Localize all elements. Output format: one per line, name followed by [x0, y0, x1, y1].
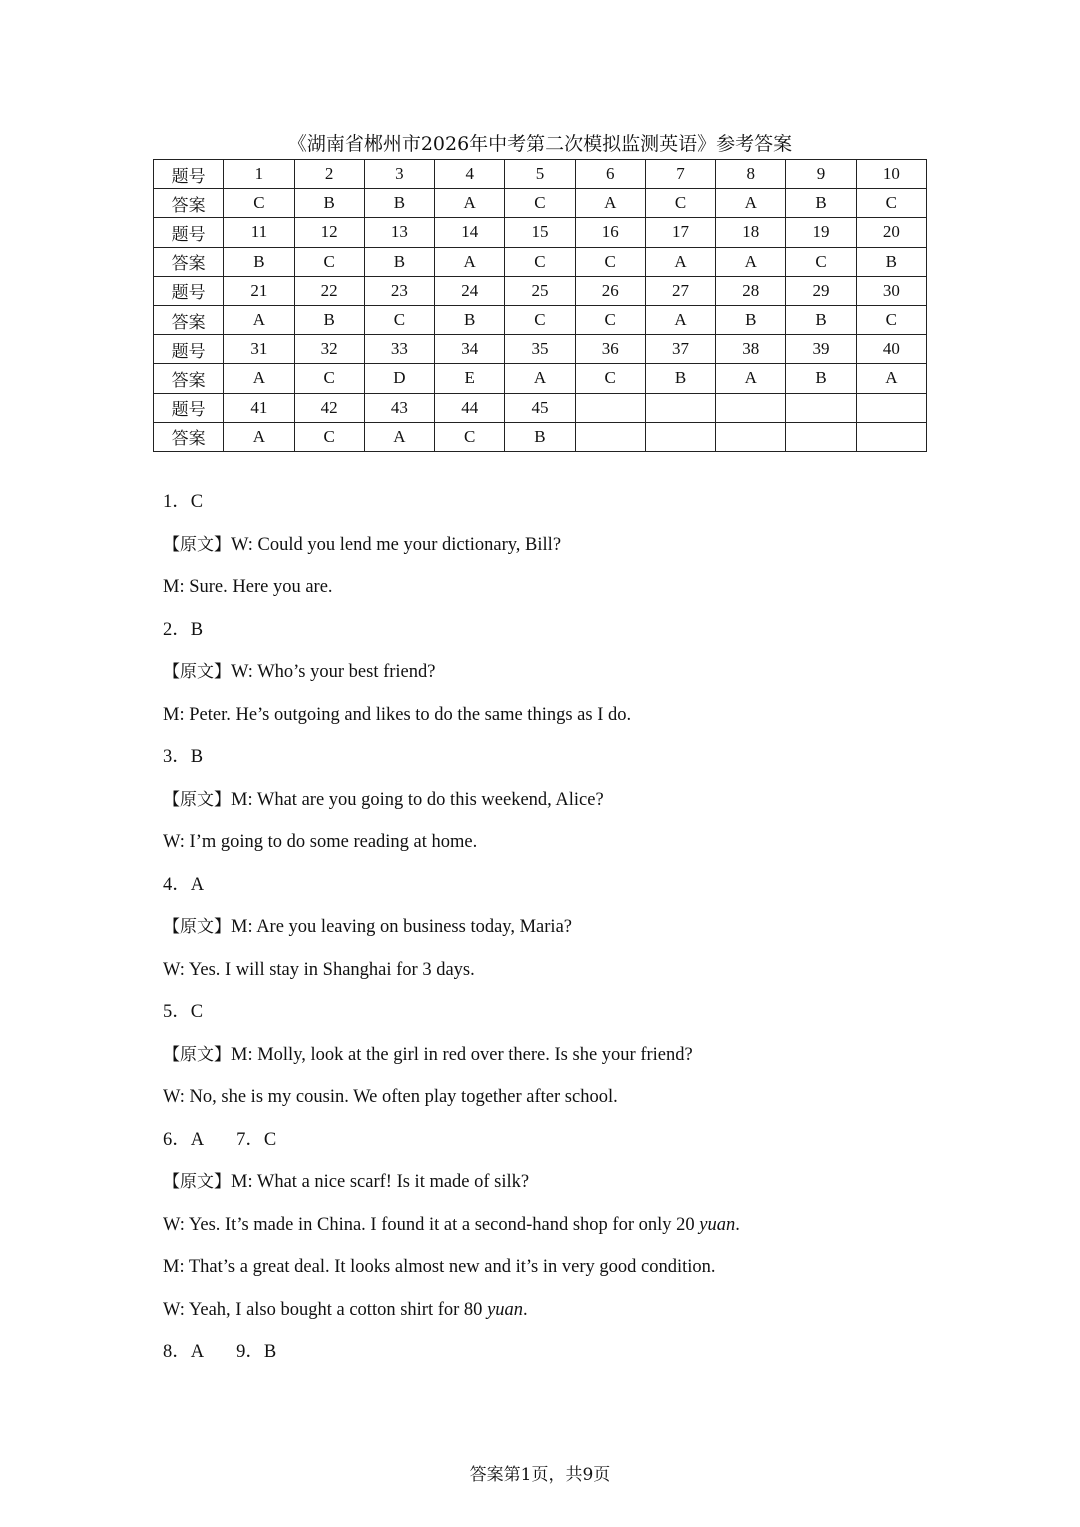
- question-number-row: [154, 218, 927, 247]
- transcript-line: W: No, she is my cousin. We often play together after school.: [163, 1087, 618, 1107]
- answer-cell: A: [364, 422, 434, 451]
- answer-cell: C: [294, 422, 364, 451]
- row-label: 答案: [154, 364, 224, 393]
- row-label: 题号: [154, 160, 224, 189]
- answer-cell: C: [505, 189, 575, 218]
- transcript-tag: 【原文】: [163, 662, 231, 682]
- answer-cell: B: [364, 189, 434, 218]
- answer-cell: A: [716, 189, 786, 218]
- transcript-line: 【原文】M: What are you going to do this weekend, Alice?: [163, 789, 604, 810]
- question-number-cell: 2: [294, 160, 364, 189]
- question-number-cell: 13: [364, 218, 434, 247]
- answer-cell: C: [364, 305, 434, 334]
- row-label: 答案: [154, 422, 224, 451]
- answer-cell: A: [856, 364, 926, 393]
- question-number-cell: 27: [645, 276, 715, 305]
- answer-cell: C: [294, 364, 364, 393]
- question-number-cell: 44: [435, 393, 505, 422]
- question-number-cell: 5: [505, 160, 575, 189]
- answer-cell: C: [645, 189, 715, 218]
- question-number-cell: 25: [505, 276, 575, 305]
- answer-cell: A: [505, 364, 575, 393]
- question-number-cell: 12: [294, 218, 364, 247]
- transcript-line: W: Yes. It’s made in China. I found it at a second-hand shop for only 20 yuan.: [163, 1214, 740, 1235]
- answer-cell: B: [786, 189, 856, 218]
- answer-cell: [786, 422, 856, 451]
- question-number-cell: 33: [364, 335, 434, 364]
- answer-cell: [575, 422, 645, 451]
- currency-word: yuan: [699, 1214, 736, 1235]
- answer-cell: A: [224, 364, 294, 393]
- answer-cell: A: [435, 189, 505, 218]
- question-number-cell: 43: [364, 393, 434, 422]
- question-number-cell: 3: [364, 160, 434, 189]
- answer-cell: B: [364, 247, 434, 276]
- question-number-cell: 19: [786, 218, 856, 247]
- transcript-line: W: I’m going to do some reading at home.: [163, 832, 478, 852]
- transcript-content: [163, 487, 983, 1380]
- question-number-cell: 37: [645, 335, 715, 364]
- answer-cell: C: [505, 247, 575, 276]
- answer-cell: B: [786, 305, 856, 334]
- answer-cell: C: [224, 189, 294, 218]
- question-number-cell: 24: [435, 276, 505, 305]
- answer-cell: C: [575, 364, 645, 393]
- question-number-cell: 9: [786, 160, 856, 189]
- page-footer: 答案第1页，共9页: [469, 1465, 611, 1485]
- transcript-line: 【原文】M: Molly, look at the girl in red over there. Is she your friend?: [163, 1044, 693, 1065]
- transcript-line: M: Peter. He’s outgoing and likes to do the same things as I do.: [163, 704, 632, 725]
- answer-cell: A: [575, 189, 645, 218]
- question-number-cell: 40: [856, 335, 926, 364]
- question-number-cell: 32: [294, 335, 364, 364]
- answer-cell: B: [856, 247, 926, 276]
- question-number-cell: 36: [575, 335, 645, 364]
- answer-cell: A: [645, 305, 715, 334]
- transcript-tag: 【原文】: [163, 534, 231, 555]
- question-number-cell: [575, 393, 645, 422]
- answer-cell: B: [294, 305, 364, 334]
- answer-cell: A: [435, 247, 505, 276]
- answer-cell: [856, 422, 926, 451]
- answer-cell: A: [716, 247, 786, 276]
- question-number-cell: [856, 393, 926, 422]
- transcript-tag: 【原文】: [163, 917, 231, 937]
- answer-cell: C: [856, 189, 926, 218]
- question-number-cell: 8: [716, 160, 786, 189]
- answer-cell: B: [645, 364, 715, 393]
- answer-cell: C: [435, 422, 505, 451]
- transcript-line: M: That’s a great deal. It looks almost new and it’s in very good condition.: [163, 1257, 716, 1277]
- transcript-tag: 【原文】: [163, 1172, 231, 1192]
- question-number-cell: 14: [435, 218, 505, 247]
- question-number-cell: 4: [435, 160, 505, 189]
- question-number-cell: 41: [224, 393, 294, 422]
- question-number-cell: 28: [716, 276, 786, 305]
- transcript-line: 【原文】W: Could you lend me your dictionary, Bill?: [163, 534, 562, 555]
- question-number-cell: 6: [575, 160, 645, 189]
- page-title: 《湖南省郴州市2026年中考第二次模拟监测英语》参考答案: [287, 133, 793, 155]
- question-number-cell: 45: [505, 393, 575, 422]
- question-number-cell: 23: [364, 276, 434, 305]
- answer-cell: C: [575, 247, 645, 276]
- question-number-cell: 17: [645, 218, 715, 247]
- answer-row: [154, 422, 927, 451]
- question-number-cell: 22: [294, 276, 364, 305]
- row-label: 答案: [154, 247, 224, 276]
- question-number-cell: [786, 393, 856, 422]
- question-number-cell: 39: [786, 335, 856, 364]
- answer-cell: A: [716, 364, 786, 393]
- answer-cell: C: [856, 305, 926, 334]
- question-number-cell: 35: [505, 335, 575, 364]
- answer-cell: B: [435, 305, 505, 334]
- question-number-cell: 42: [294, 393, 364, 422]
- answer-heading-4: 4．A: [163, 874, 205, 895]
- row-label: 答案: [154, 305, 224, 334]
- answer-heading-1: 1．C: [163, 492, 204, 512]
- transcript-line: 【原文】M: What a nice scarf! Is it made of silk?: [163, 1172, 530, 1192]
- question-number-cell: 38: [716, 335, 786, 364]
- transcript-line: 【原文】W: Who’s your best friend?: [163, 662, 436, 682]
- question-number-row: [154, 393, 927, 422]
- question-number-cell: 16: [575, 218, 645, 247]
- question-number-cell: 34: [435, 335, 505, 364]
- answer-row: [154, 189, 927, 218]
- answer-cell: B: [786, 364, 856, 393]
- answer-row: [154, 305, 927, 334]
- question-number-cell: 31: [224, 335, 294, 364]
- row-label: 题号: [154, 335, 224, 364]
- question-number-row: [154, 335, 927, 364]
- question-number-cell: 1: [224, 160, 294, 189]
- answer-heading-3: 3．B: [163, 747, 204, 767]
- question-number-cell: 11: [224, 218, 294, 247]
- question-number-row: [154, 160, 927, 189]
- answer-cell: B: [505, 422, 575, 451]
- answer-cell: D: [364, 364, 434, 393]
- question-number-cell: 10: [856, 160, 926, 189]
- answer-row: [154, 247, 927, 276]
- answer-cell: [645, 422, 715, 451]
- answer-cell: A: [224, 305, 294, 334]
- transcript-line: W: Yeah, I also bought a cotton shirt for 80 yuan.: [163, 1299, 528, 1320]
- question-number-row: [154, 276, 927, 305]
- transcript-line: M: Sure. Here you are.: [163, 577, 333, 597]
- question-number-cell: [716, 393, 786, 422]
- answer-cell: B: [716, 305, 786, 334]
- answer-cell: C: [294, 247, 364, 276]
- answer-row: [154, 364, 927, 393]
- transcript-tag: 【原文】: [163, 789, 231, 810]
- transcript-line: W: Yes. I will stay in Shanghai for 3 days.: [163, 959, 475, 980]
- question-number-cell: 20: [856, 218, 926, 247]
- transcript-tag: 【原文】: [163, 1044, 231, 1065]
- answer-heading-2: 2．B: [163, 619, 204, 640]
- answer-cell: [716, 422, 786, 451]
- answer-cell: A: [224, 422, 294, 451]
- answer-heading-5: 5．C: [163, 1002, 204, 1022]
- question-number-cell: 7: [645, 160, 715, 189]
- row-label: 题号: [154, 276, 224, 305]
- row-label: 题号: [154, 393, 224, 422]
- question-number-cell: 29: [786, 276, 856, 305]
- answer-cell: A: [645, 247, 715, 276]
- row-label: 答案: [154, 189, 224, 218]
- answer-cell: C: [575, 305, 645, 334]
- answer-heading-8-9: 8．A 9．B: [163, 1342, 277, 1362]
- answer-cell: B: [224, 247, 294, 276]
- question-number-cell: [645, 393, 715, 422]
- answer-cell: B: [294, 189, 364, 218]
- question-number-cell: 26: [575, 276, 645, 305]
- answer-key-table: [153, 159, 927, 452]
- question-number-cell: 18: [716, 218, 786, 247]
- answer-cell: C: [786, 247, 856, 276]
- answer-cell: E: [435, 364, 505, 393]
- question-number-cell: 30: [856, 276, 926, 305]
- row-label: 题号: [154, 218, 224, 247]
- currency-word: yuan: [487, 1299, 524, 1320]
- answer-heading-6-7: 6．A 7．C: [163, 1129, 277, 1150]
- transcript-line: 【原文】M: Are you leaving on business today, Maria?: [163, 917, 572, 937]
- question-number-cell: 15: [505, 218, 575, 247]
- answer-cell: C: [505, 305, 575, 334]
- question-number-cell: 21: [224, 276, 294, 305]
